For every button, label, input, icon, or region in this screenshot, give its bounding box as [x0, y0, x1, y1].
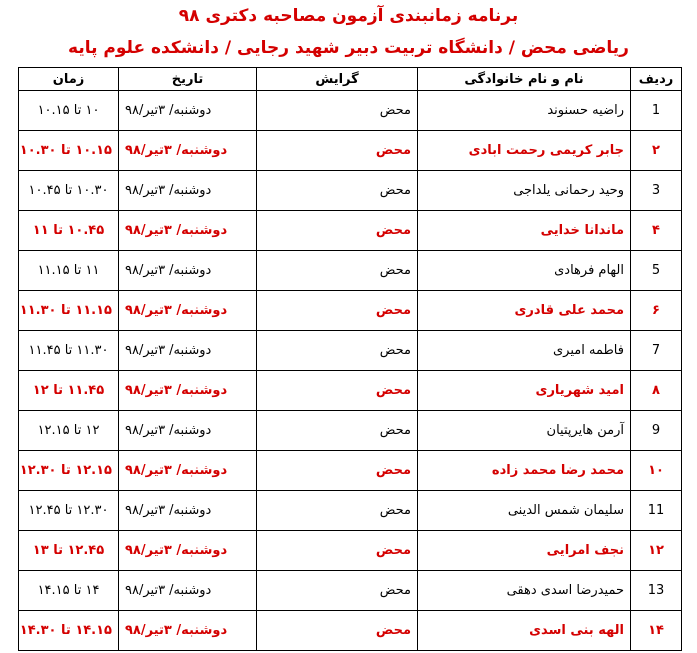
- row-index: ۶: [631, 291, 682, 331]
- row-index: 1: [631, 91, 682, 131]
- field-cell: محض: [257, 451, 418, 491]
- table-header-row: [19, 68, 682, 91]
- row-index: ۲: [631, 131, 682, 171]
- time-cell: ۱۲ تا ۱۲.۱۵: [19, 411, 119, 451]
- field-cell: محض: [257, 611, 418, 651]
- candidate-name: الهام فرهادی: [418, 251, 631, 291]
- date-cell: دوشنبه/ ۳تیر/۹۸: [119, 491, 257, 531]
- date-cell: دوشنبه/ ۳تیر/۹۸: [119, 251, 257, 291]
- time-cell: ۱۱.۴۵ تا ۱۲: [19, 371, 119, 411]
- time-cell: ۱۲.۳۰ تا ۱۲.۴۵: [19, 491, 119, 531]
- time-cell: ۱۱ تا ۱۱.۱۵: [19, 251, 119, 291]
- date-cell: دوشنبه/ ۳تیر/۹۸: [119, 131, 257, 171]
- field-cell: محض: [257, 331, 418, 371]
- field-cell: محض: [257, 171, 418, 211]
- row-index: ۸: [631, 371, 682, 411]
- candidate-name: محمد رضا محمد زاده: [418, 451, 631, 491]
- time-cell: ۱۰.۴۵ تا ۱۱: [19, 211, 119, 251]
- candidate-name: حمیدرضا اسدی دهقی: [418, 571, 631, 611]
- candidate-name: جابر کریمی رحمت ابادی: [418, 131, 631, 171]
- time-cell: ۱۰.۱۵ تا ۱۰.۳۰: [19, 131, 119, 171]
- candidate-name: امید شهریاری: [418, 371, 631, 411]
- candidate-name: محمد علی قادری: [418, 291, 631, 331]
- table-row: [19, 171, 682, 211]
- field-cell: محض: [257, 211, 418, 251]
- row-index: ۴: [631, 211, 682, 251]
- field-cell: محض: [257, 491, 418, 531]
- field-cell: محض: [257, 371, 418, 411]
- schedule-table: [18, 67, 682, 651]
- time-cell: ۱۱.۱۵ تا ۱۱.۳۰: [19, 291, 119, 331]
- table-row: [19, 251, 682, 291]
- date-cell: دوشنبه/ ۳تیر/۹۸: [119, 171, 257, 211]
- date-cell: دوشنبه/ ۳تیر/۹۸: [119, 451, 257, 491]
- time-cell: ۱۱.۳۰ تا ۱۱.۴۵: [19, 331, 119, 371]
- row-index: ۱۲: [631, 531, 682, 571]
- row-index: 11: [631, 491, 682, 531]
- date-cell: دوشنبه/ ۳تیر/۹۸: [119, 571, 257, 611]
- table-row: [19, 571, 682, 611]
- field-cell: محض: [257, 251, 418, 291]
- date-cell: دوشنبه/ ۳تیر/۹۸: [119, 331, 257, 371]
- table-row: [19, 291, 682, 331]
- table-row: [19, 131, 682, 171]
- table-row: [19, 451, 682, 491]
- row-index: ۱۴: [631, 611, 682, 651]
- row-index: 5: [631, 251, 682, 291]
- candidate-name: سلیمان شمس الدینی: [418, 491, 631, 531]
- table-row: [19, 331, 682, 371]
- date-cell: دوشنبه/ ۳تیر/۹۸: [119, 411, 257, 451]
- date-cell: دوشنبه/ ۳تیر/۹۸: [119, 531, 257, 571]
- candidate-name: نجف امرایی: [418, 531, 631, 571]
- table-row: [19, 91, 682, 131]
- date-cell: دوشنبه/ ۳تیر/۹۸: [119, 291, 257, 331]
- table-row: [19, 371, 682, 411]
- row-index: 9: [631, 411, 682, 451]
- row-index: 3: [631, 171, 682, 211]
- column-header-field: گرایش: [257, 68, 418, 91]
- row-index: 13: [631, 571, 682, 611]
- time-cell: ۱۴.۱۵ تا ۱۴.۳۰: [19, 611, 119, 651]
- table-row: [19, 491, 682, 531]
- field-cell: محض: [257, 131, 418, 171]
- table-row: [19, 611, 682, 651]
- column-header-index: ردیف: [631, 68, 682, 91]
- row-index: ۱۰: [631, 451, 682, 491]
- field-cell: محض: [257, 291, 418, 331]
- candidate-name: آرمن هایرپتیان: [418, 411, 631, 451]
- candidate-name: فاطمه امیری: [418, 331, 631, 371]
- date-cell: دوشنبه/ ۳تیر/۹۸: [119, 611, 257, 651]
- table-row: [19, 531, 682, 571]
- field-cell: محض: [257, 571, 418, 611]
- row-index: 7: [631, 331, 682, 371]
- candidate-name: الهه بنی اسدی: [418, 611, 631, 651]
- time-cell: ۱۰.۳۰ تا ۱۰.۴۵: [19, 171, 119, 211]
- field-cell: محض: [257, 531, 418, 571]
- column-header-date: تاریخ: [119, 68, 257, 91]
- page-subtitle: ریاضی محض / دانشگاه تربیت دبیر شهید رجایی / دانشکده علوم پایه: [68, 38, 629, 58]
- field-cell: محض: [257, 411, 418, 451]
- table-row: [19, 211, 682, 251]
- table-row: [19, 411, 682, 451]
- time-cell: ۱۰ تا ۱۰.۱۵: [19, 91, 119, 131]
- column-header-time: زمان: [19, 68, 119, 91]
- page-title: برنامه زمانبندی آزمون مصاحبه دکتری ۹۸: [178, 6, 519, 26]
- candidate-name: ماندانا خدایی: [418, 211, 631, 251]
- time-cell: ۱۲.۴۵ تا ۱۳: [19, 531, 119, 571]
- time-cell: ۱۴ تا ۱۴.۱۵: [19, 571, 119, 611]
- date-cell: دوشنبه/ ۳تیر/۹۸: [119, 91, 257, 131]
- column-header-name: نام و نام خانوادگی: [418, 68, 631, 91]
- field-cell: محض: [257, 91, 418, 131]
- date-cell: دوشنبه/ ۳تیر/۹۸: [119, 211, 257, 251]
- candidate-name: راضیه حسنوند: [418, 91, 631, 131]
- candidate-name: وحید رحمانی یلداجی: [418, 171, 631, 211]
- time-cell: ۱۲.۱۵ تا ۱۲.۳۰: [19, 451, 119, 491]
- date-cell: دوشنبه/ ۳تیر/۹۸: [119, 371, 257, 411]
